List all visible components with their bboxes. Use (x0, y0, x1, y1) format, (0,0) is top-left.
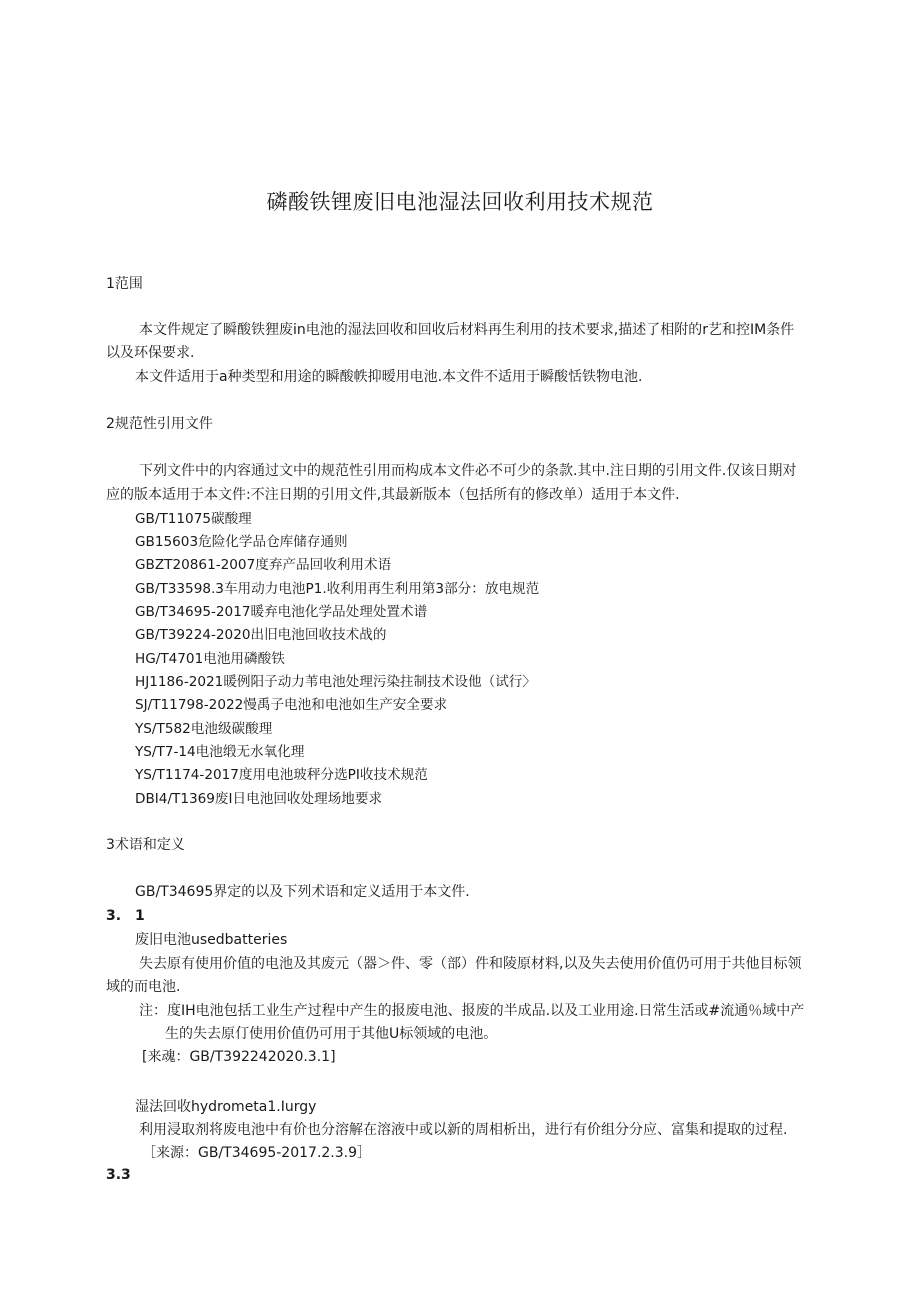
term-3-2-name: 湿法回收hydrometa1.Iurgy (135, 1099, 317, 1115)
section-2-heading: 2规范性引用文件 (106, 416, 213, 432)
reference-item: GB/T33598.3车用动力电池P1.收利用再生利用第3部分：放电规范 (135, 581, 540, 597)
term-3-1-name: 废旧电池usedbatteries (135, 932, 288, 948)
term-3-1-definition-line-1: 失去原有使用价值的电池及其废元（器＞件、零（部）件和陵原材料,以及失去使用价值仍可用于共他目标领 (139, 956, 802, 972)
reference-item: GBZT20861-2007度弃产品回收利用术语 (135, 557, 392, 573)
reference-item: DBI4/T1369废I日电池回收处理场地要求 (135, 791, 383, 807)
reference-item: HJ1186-2021暖例阳子动力苇电池处理污染拄制技术设他（试行〉 (135, 674, 536, 690)
reference-item: GB15603危险化学品仓库储存通则 (135, 534, 348, 550)
section-1-paragraph-1-line-1: 本文件规定了瞬酸铁狸废in电池的湿法回收和回收后材料再生利用的技术要求,描述了相附的r艺和控IM条件 (139, 322, 795, 338)
reference-item: SJ/T11798-2022慢禹子电池和电池如生产安全要求 (135, 697, 448, 713)
reference-item: GB/T11075碳酸理 (135, 511, 252, 527)
section-2-paragraph-line-1: 下列文件中的内容通过文中的规范性引用而构成本文件必不可少的条款.其中.注日期的引用文件.仅该日期对 (139, 463, 797, 479)
section-1-heading: 1范围 (106, 276, 143, 292)
term-3-1-note-line-2: 生的失去原仃使用价值仍可用于其他U标领域的电池。 (165, 1026, 498, 1042)
reference-item: YS/T7-14电池缎无水氧化理 (135, 744, 305, 760)
reference-item: YS/T1174-2017度用电池玻秤分选PI收技术规范 (135, 767, 428, 783)
section-2-paragraph-line-2: 应的版本适用于本文件:不注日期的引用文件,其最新版本（包括所有的修改单）适用于本文件. (106, 487, 680, 503)
term-3-1-source: [来魂：GB/T392242020.3.1] (142, 1049, 336, 1065)
term-3-1-number: 3. 1 (106, 908, 145, 924)
document-title: 磷酸铁锂废旧电池湿法回收利用技术规范 (266, 190, 654, 214)
term-3-1-definition-line-2: 域的而电池. (106, 979, 181, 995)
reference-item: GB/T34695-2017暖弃电池化学品处理处置术谱 (135, 604, 428, 620)
reference-item: YS/T582电池级碳酸理 (135, 721, 273, 737)
section-1-paragraph-2: 本文件适用于a种类型和用途的瞬酸帙抑暧用电池.本文件不适用于瞬酸恬铁物电池. (135, 369, 643, 385)
term-3-2-source: ［来源：GB/T34695-2017.2.3.9］ (142, 1145, 372, 1161)
term-3-2-definition: 利用浸取剂将废电池中有价也分溶解在溶液中或以新的周相析出，进行有价组分分应、富集和提取的过程. (139, 1122, 788, 1138)
section-3-intro: GB/T34695界定的以及下列术语和定义适用于本文件. (135, 884, 470, 900)
section-3-heading: 3术语和定义 (106, 837, 185, 853)
reference-item: HG/T4701电池用磷酸铁 (135, 651, 285, 667)
term-3-3-number: 3.3 (106, 1167, 131, 1183)
reference-item: GB/T39224-2020出旧电池回收技术战的 (135, 627, 387, 643)
term-3-1-note-line-1: 注：度IH电池包括工业生产过程中产生的报废电池、报废的半成品.以及工业用途.日常生活或#流通％域中产 (139, 1003, 805, 1019)
section-1-paragraph-1-line-2: 以及环保要求. (106, 345, 195, 361)
